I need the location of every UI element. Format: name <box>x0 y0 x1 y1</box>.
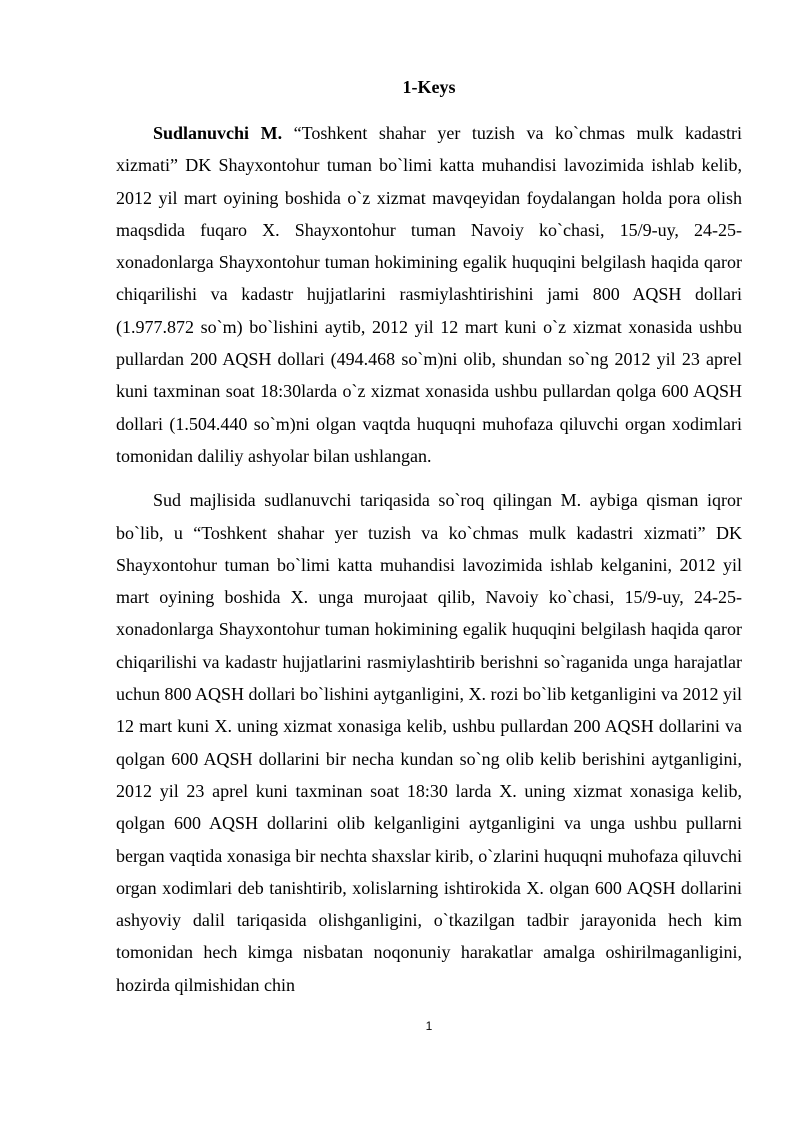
paragraph-1-lead: Sudlanuvchi M. <box>153 123 283 143</box>
paragraph-1 <box>116 117 742 472</box>
document-body <box>116 117 742 1001</box>
paragraph-2 <box>116 484 742 1001</box>
paragraph-1-text: “Toshkent shahar yer tuzish va ko`chmas mulk kadastri xizmati” DK Shayxontohur tuman bo`limi katta muhandisi lavozimida ishlab kelib, 2012 yil mart oyining boshida o`z xizmat mavqeyidan foydalangan holda pora olish maqsdida fuqaro X. Shayxontohur tuman Navoiy ko`chasi, 15/9-uy, 24-25-xonadonlarga Shayxontohur tuman hokimining egalik huquqini belgilash haqida qaror chiqarilishi va kadastr hujjatlarini rasmiylashtirishini jami 800 AQSH dollari (1.977.872 so`m) bo`lishini aytib, 2012 yil 12 mart kuni o`z xizmat xonasida ushbu pullardan 200 AQSH dollari (494.468 so`m)ni olib, shundan so`ng 2012 yil 23 aprel kuni taxminan soat 18:30larda o`z xizmat xonasida ushbu pullardan qolga 600 AQSH dollari (1.504.440 so`m)ni olgan vaqtda huquqni muhofaza qiluvchi organ xodimlari tomonidan daliliy ashyolar bilan ushlangan. <box>116 123 743 466</box>
page-number: 1 <box>425 1019 433 1033</box>
page-title: 1-Keys <box>402 77 456 97</box>
paragraph-2-text: Sud majlisida sudlanuvchi tariqasida so`roq qilingan M. aybiga qisman iqror bo`lib, u “Toshkent shahar yer tuzish va ko`chmas mulk kadastri xizmati” DK Shayxontohur tuman bo`limi katta muhandisi lavozimida ishlab kelganini, 2012 yil mart oyining boshida X. unga murojaat qilib, Navoiy ko`chasi, 15/9-uy, 24-25-xonadonlarga Shayxontohur tuman hokimining egalik huquqini belgilash haqida qaror chiqarilishi va kadastr hujjatlarini rasmiylashtirib berishni so`raganida unga harajatlar uchun 800 AQSH dollari bo`lishini aytganligini, X. rozi bo`lib ketganligini va 2012 yil 12 mart kuni X. uning xizmat xonasiga kelib, ushbu pullardan 200 AQSH dollarini va qolgan 600 AQSH dollarini bir necha kundan so`ng olib kelib berishini aytganligini, 2012 yil 23 aprel kuni taxminan soat 18:30 larda X. uning xizmat xonasiga kelib, qolgan 600 AQSH dollarini olib kelganligini aytganligini va unga ushbu pullarni bergan vaqtida xonasiga bir nechta shaxslar kirib, o`zlarini huquqni muhofaza qiluvchi organ xodimlari deb tanishtirib, xolislarning ishtirokida X. olgan 600 AQSH dollarini ashyoviy dalil tariqasida olishganligini, o`tkazilgan tadbir jarayonida hech kim tomonidan hech kimga nisbatan noqonuniy harakatlar amalga oshirilmaganligini, hozirda qilmishidan chin <box>116 490 742 995</box>
